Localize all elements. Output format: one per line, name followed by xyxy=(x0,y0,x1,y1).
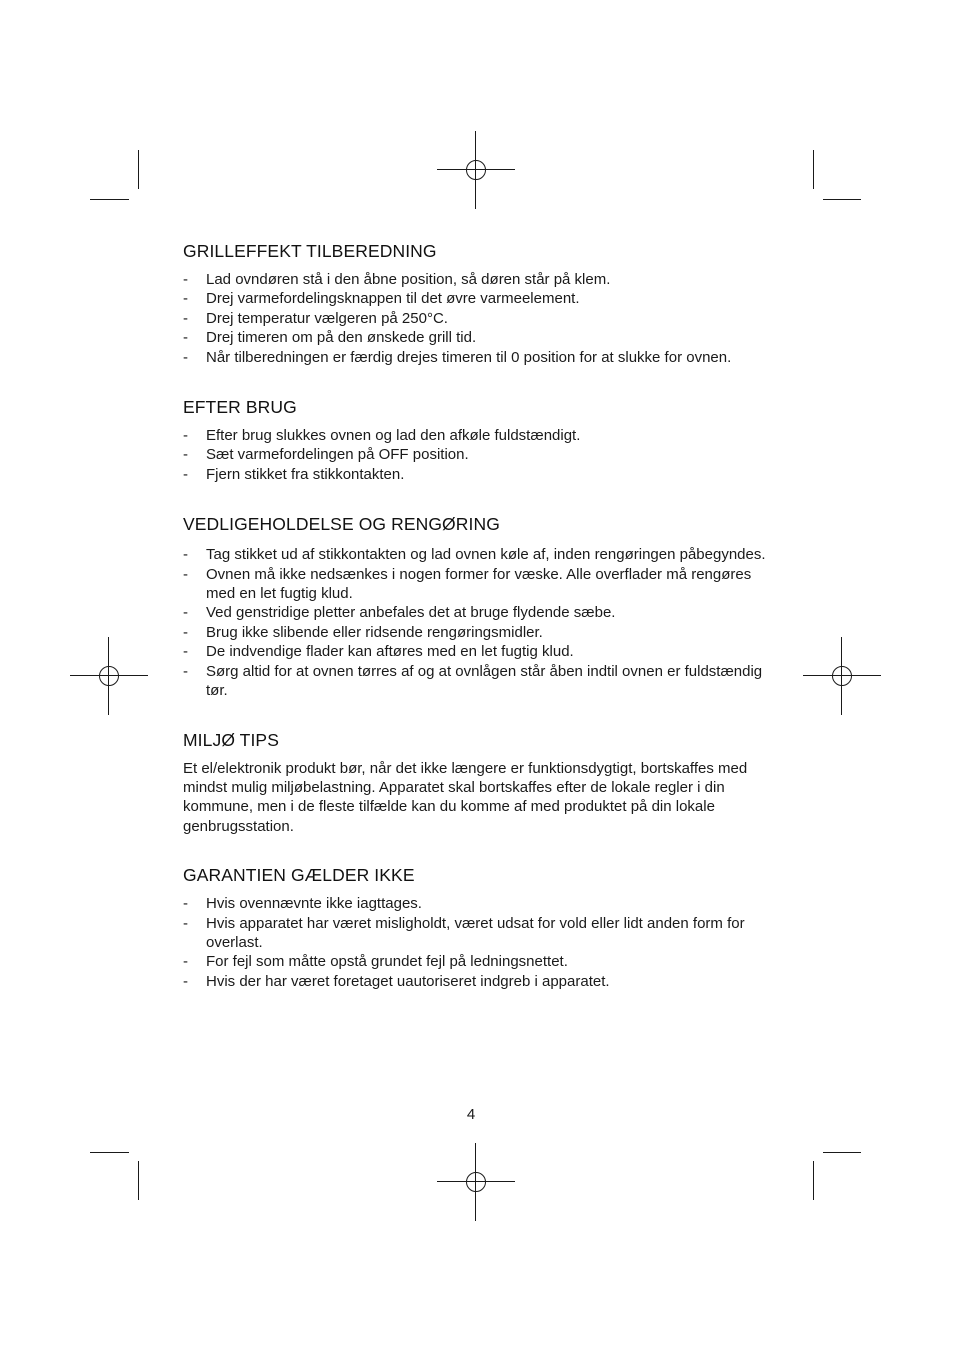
section-vedligeholdelse xyxy=(183,513,783,700)
section-paragraph: Et el/elektronik produkt bør, når det ikke længere er funktionsdygtigt, bortskaffes med mindst mulig miljøbelastning. Apparatet skal bortskaffes efter de lokale regler i din kommune, men i de fleste tilfælde kan du komme af med produktet på din lokale genbrugsstation. xyxy=(183,759,748,835)
list-item: - Hvis der har været foretaget uautoriseret indgreb i apparatet. xyxy=(183,972,610,990)
section-heading: GARANTIEN GÆLDER IKKE xyxy=(183,865,415,886)
list-item: - Fjern stikket fra stikkontakten. xyxy=(183,465,405,483)
list-item: - Lad ovndøren stå i den åbne position, så døren står på klem. xyxy=(183,271,611,288)
list-item: - Ovnen må ikke nedsænkes i nogen former for væske. Alle overflader må rengøres med en let fugtig klud. xyxy=(183,565,752,603)
section-heading: MILJØ TIPS xyxy=(183,729,279,750)
bullet-list xyxy=(183,894,783,991)
section-garantien xyxy=(183,864,783,991)
list-item: - Brug ikke slibende eller ridsende rengøringsmidler. xyxy=(183,623,543,641)
bullet-list xyxy=(183,270,783,367)
list-item: - For fejl som måtte opstå grundet fejl på ledningsnettet. xyxy=(183,953,568,971)
registration-mark-icon xyxy=(70,637,148,715)
crop-mark xyxy=(138,1161,139,1200)
section-heading: EFTER BRUG xyxy=(183,397,297,418)
list-item: - Sæt varmefordelingen på OFF position. xyxy=(183,446,469,464)
page-number: 4 xyxy=(466,1106,476,1123)
registration-mark-icon xyxy=(437,1143,515,1221)
list-item: - Drej varmefordelingsknappen til det øvre varmeelement. xyxy=(183,290,580,308)
crop-mark xyxy=(823,199,861,200)
crop-mark xyxy=(823,1152,861,1153)
crop-mark xyxy=(90,199,129,200)
crop-mark xyxy=(813,1161,814,1200)
section-efter-brug xyxy=(183,396,783,484)
crop-mark xyxy=(90,1152,129,1153)
list-item: - De indvendige flader kan aftøres med en let fugtig klud. xyxy=(183,643,574,661)
list-item: - Drej timeren om på den ønskede grill tid. xyxy=(183,329,477,347)
page-content xyxy=(183,240,783,991)
bullet-list xyxy=(183,545,783,700)
list-item: - Sørg altid for at ovnen tørres af og at ovnlågen står åben indtil ovnen er fuldstændig tør. xyxy=(183,662,763,700)
list-item: - Hvis ovennævnte ikke iagttages. xyxy=(183,895,422,913)
registration-mark-icon xyxy=(803,637,881,715)
list-item: - Efter brug slukkes ovnen og lad den afkøle fuldstændigt. xyxy=(183,427,581,445)
section-miljo-tips xyxy=(183,729,783,837)
crop-mark xyxy=(138,150,139,189)
list-item: - Tag stikket ud af stikkontakten og lad ovnen køle af, inden rengøringen påbegyndes. xyxy=(183,546,766,564)
list-item: - Drej temperatur vælgeren på 250°C. xyxy=(183,309,448,327)
section-grilleffekt xyxy=(183,240,783,367)
section-heading: VEDLIGEHOLDELSE OG RENGØRING xyxy=(183,514,500,535)
registration-mark-icon xyxy=(437,131,515,209)
bullet-list xyxy=(183,426,783,484)
list-item: - Når tilberedningen er færdig drejes timeren til 0 position for at slukke for ovnen. xyxy=(183,348,732,366)
section-heading: GRILLEFFEKT TILBEREDNING xyxy=(183,241,437,261)
list-item: - Ved genstridige pletter anbefales det at bruge flydende sæbe. xyxy=(183,604,616,622)
list-item: - Hvis apparatet har været misligholdt, været udsat for vold eller lidt anden form for overlast. xyxy=(183,914,745,951)
crop-mark xyxy=(813,150,814,189)
